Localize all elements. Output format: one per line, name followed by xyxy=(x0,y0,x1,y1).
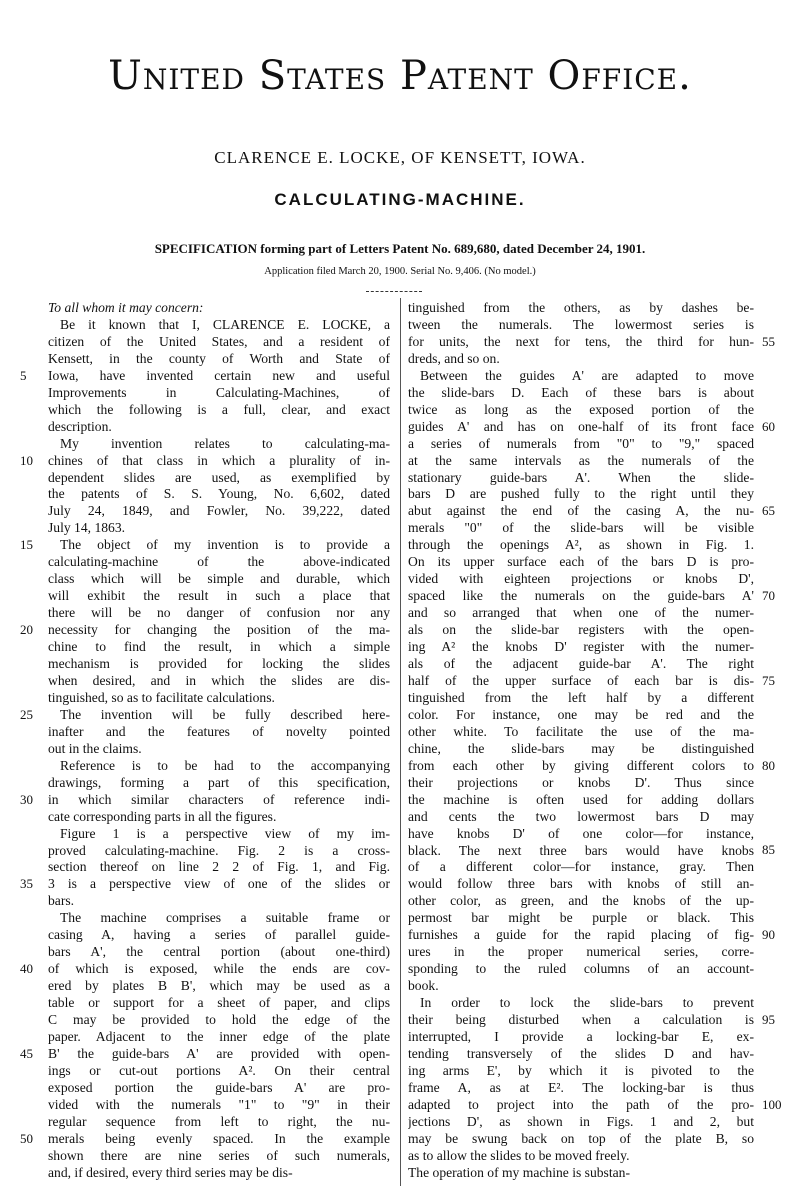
text-line: July 24, 1849, and Fowler, No. 39,222, dated xyxy=(48,503,390,519)
office-title: United States Patent Office. xyxy=(108,53,692,99)
text-line: from each other by giving different colors to xyxy=(408,757,754,773)
text-line: The invention will be fully described here- xyxy=(60,706,390,722)
line-number: 70 xyxy=(762,588,775,604)
text-line: adapted to project into the path of the pro- xyxy=(408,1096,754,1112)
text-line: spaced like the numerals on the guide-bars A' xyxy=(408,588,754,604)
line-number: 65 xyxy=(762,503,775,519)
text-line: and so arranged that when one of the numer- xyxy=(408,605,754,621)
line-number: 50 xyxy=(20,1130,33,1146)
text-line: ing arms E', by which it is pivoted to the xyxy=(408,1062,754,1078)
line-number: 75 xyxy=(762,672,775,688)
text-line: tinguished, so as to facilitate calculations. xyxy=(48,689,275,705)
text-line: tending transversely of the slides D and hav- xyxy=(408,1045,754,1061)
text-line: there will be no danger of confusion nor any xyxy=(48,605,390,621)
line-number: 85 xyxy=(762,842,775,858)
text-line: vided with eighteen projections or knobs D', xyxy=(408,571,754,587)
text-line: ings or cut-out portions A². On their central xyxy=(48,1062,390,1078)
text-line: cate corresponding parts in all the figures. xyxy=(48,808,277,824)
text-line: black. The next three bars would have knobs xyxy=(408,842,754,858)
line-number: 60 xyxy=(762,418,775,434)
specification-line: SPECIFICATION forming part of Letters Patent No. 689,680, dated December 24, 1901. xyxy=(154,241,646,256)
text-line: Kensett, in the county of Worth and State of xyxy=(48,350,390,366)
text-line: The operation of my machine is substan- xyxy=(408,1164,630,1180)
text-line: chines of that class in which a plurality of in- xyxy=(48,452,390,468)
text-line: dependent slides are used, as exemplified by xyxy=(48,469,390,485)
text-line: ures in the proper numerical series, corre- xyxy=(408,944,754,960)
text-line: mechanism is provided for locking the slides xyxy=(48,656,390,672)
line-number: 45 xyxy=(20,1045,33,1061)
text-line: Improvements in Calculating-Machines, of xyxy=(48,384,390,400)
text-line: when desired, and in which the slides are dis- xyxy=(48,672,390,688)
line-number: 25 xyxy=(20,706,33,722)
text-line: their being disturbed when a calculation is xyxy=(408,1012,754,1028)
text-line: paper. Adjacent to the inner edge of the plate xyxy=(48,1028,390,1044)
text-line: Between the guides A' are adapted to move xyxy=(420,367,754,383)
text-line: out in the claims. xyxy=(48,740,142,756)
text-line: other color, as green, and the knobs of the up- xyxy=(408,893,754,909)
header-rule xyxy=(366,291,422,292)
text-line: merals "0" of the slide-bars will be visible xyxy=(408,520,754,536)
line-number: 55 xyxy=(762,333,775,349)
line-number: 30 xyxy=(20,791,33,807)
text-line: In order to lock the slide-bars to prevent xyxy=(420,995,754,1011)
text-line: interrupted, I provide a locking-bar E, ex- xyxy=(408,1028,754,1044)
text-line: and cents the two lowermost bars D may xyxy=(408,808,754,824)
text-line: frame A, as at E². The locking-bar is thus xyxy=(408,1079,754,1095)
text-line: To all whom it may concern: xyxy=(48,300,204,315)
text-line: their projections or knobs D'. Thus since xyxy=(408,774,754,790)
text-line: C may be provided to hold the edge of the xyxy=(48,1012,390,1028)
text-line: dreds, and so on. xyxy=(408,350,500,366)
text-line: merals being evenly spaced. In the example xyxy=(48,1130,390,1146)
line-number: 40 xyxy=(20,961,33,977)
text-line: and, if desired, every third series may be dis- xyxy=(48,1164,293,1180)
line-number: 5 xyxy=(20,367,27,383)
text-line: 3 is a perspective view of one of the slides or xyxy=(48,876,390,892)
line-number: 80 xyxy=(762,757,775,773)
line-number: 20 xyxy=(20,622,33,638)
application-line: Application filed March 20, 1900. Serial No. 9,406. (No model.) xyxy=(264,266,536,277)
text-line: ing A² the knobs D' register with the numer- xyxy=(408,639,754,655)
text-line: stationary guide-bars A'. When the slide- xyxy=(408,469,754,485)
line-number: 100 xyxy=(762,1096,782,1112)
text-line: in which similar characters of reference indi- xyxy=(48,791,390,807)
text-line: the machine is often used for adding dollars xyxy=(408,791,754,807)
line-number: 35 xyxy=(20,876,33,892)
text-line: of which is exposed, while the ends are cov- xyxy=(48,961,390,977)
invention-title: CALCULATING-MACHINE. xyxy=(274,190,526,209)
line-number: 90 xyxy=(762,927,775,943)
text-line: ered by plates B B', which may be used as a xyxy=(48,978,390,994)
line-number: 95 xyxy=(762,1011,775,1027)
text-line: On its upper surface each of the bars D is pro- xyxy=(408,554,754,570)
text-line: the patents of S. S. Young, No. 6,602, dated xyxy=(48,486,390,502)
text-line: bars D are pushed fully to the right until they xyxy=(408,486,754,502)
text-line: casing A, having a series of parallel guide- xyxy=(48,927,390,943)
text-line: the slide-bars D. Each of these bars is about xyxy=(408,384,754,400)
text-line: half of the upper surface of each bar is dis- xyxy=(408,672,754,688)
text-line: jections D', as shown in Figs. 1 and 2, but xyxy=(408,1113,754,1129)
text-line: abut against the end of the casing A, the nu- xyxy=(408,503,754,519)
text-line: necessity for changing the position of the ma- xyxy=(48,622,390,638)
text-line: My invention relates to calculating-ma- xyxy=(60,435,390,451)
text-line: tinguished from the left half by a different xyxy=(408,689,754,705)
text-line: permost bar might be purple or black. This xyxy=(408,910,754,926)
line-number: 10 xyxy=(20,452,33,468)
text-line: Iowa, have invented certain new and useful xyxy=(48,367,390,383)
text-line: als of the adjacent guide-bar A'. The right xyxy=(408,656,754,672)
text-line: proved calculating-machine. Fig. 2 is a cross- xyxy=(48,842,390,858)
text-line: furnishes a guide for the rapid placing of fig- xyxy=(408,927,754,943)
text-line: chine to find the result, in which a simple xyxy=(48,639,390,655)
text-line: color. For instance, one may be red and the xyxy=(408,706,754,722)
text-line: shown there are nine series of such numerals, xyxy=(48,1147,390,1163)
text-line: have knobs D' of one color—for instance, xyxy=(408,825,754,841)
text-line: sponding to the ruled columns of an account- xyxy=(408,961,754,977)
text-line: guides A' and has on one-half of its front face xyxy=(408,418,754,434)
text-line: will exhibit the result in such a place that xyxy=(48,588,390,604)
text-line: bars A', the central portion (about one-third) xyxy=(48,944,390,960)
text-line: a series of numerals from "0" to "9," spaced xyxy=(408,435,754,451)
text-line: description. xyxy=(48,418,112,434)
text-line: als on the slide-bar registers with the open- xyxy=(408,622,754,638)
text-line: vided with the numerals "1" to "9" in their xyxy=(48,1096,390,1112)
text-line: exposed portion the guide-bars A' are pro- xyxy=(48,1079,390,1095)
text-line: regular sequence from left to right, the nu- xyxy=(48,1113,390,1129)
text-line: book. xyxy=(408,978,439,994)
text-line: drawings, forming a part of this specification, xyxy=(48,774,390,790)
text-line: The object of my invention is to provide a xyxy=(60,537,390,553)
text-line: as to allow the slides to be moved freely. xyxy=(408,1147,630,1163)
text-line: would follow three bars with knobs of still an- xyxy=(408,876,754,892)
text-line: table or support for a sheet of paper, and clips xyxy=(48,995,390,1011)
text-line: at the same intervals as the numerals of the xyxy=(408,452,754,468)
text-line: The machine comprises a suitable frame or xyxy=(60,910,390,926)
inventor-line: CLARENCE E. LOCKE, OF KENSETT, IOWA. xyxy=(214,148,586,167)
right-text-column xyxy=(408,300,754,1182)
text-line: inafter and the features of novelty pointed xyxy=(48,723,390,739)
text-line: may be swung back on top of the plate B, so xyxy=(408,1130,754,1146)
text-line: chine, the slide-bars may be distinguished xyxy=(408,740,754,756)
text-line: tween the numerals. The lowermost series is xyxy=(408,316,754,332)
text-line: bars. xyxy=(48,893,75,909)
text-line: July 14, 1863. xyxy=(48,520,126,536)
column-divider xyxy=(400,298,401,1186)
text-line: of a different color—for instance, gray. Then xyxy=(408,859,754,875)
text-line: other white. To facilitate the use of the ma- xyxy=(408,723,754,739)
left-text-column xyxy=(48,300,390,1182)
text-line: section thereof on line 2 2 of Fig. 1, and Fig. xyxy=(48,859,390,875)
text-line: Be it known that I, CLARENCE E. LOCKE, a xyxy=(60,316,390,332)
text-line: tinguished from the others, as by dashes be- xyxy=(408,300,754,315)
text-line: for units, the next for tens, the third for hun- xyxy=(408,333,754,349)
text-line: which the following is a full, clear, and exact xyxy=(48,401,390,417)
text-line: B' the guide-bars A' are provided with open- xyxy=(48,1045,390,1061)
text-line: through the openings A², as shown in Fig. 1. xyxy=(408,537,754,553)
text-line: class which will be simple and durable, which xyxy=(48,571,390,587)
text-line: Figure 1 is a perspective view of my im- xyxy=(60,825,390,841)
text-line: citizen of the United States, and a resident of xyxy=(48,333,390,349)
text-line: twice as long as the exposed portion of the xyxy=(408,401,754,417)
text-line: Reference is to be had to the accompanying xyxy=(60,757,390,773)
line-number: 15 xyxy=(20,537,33,553)
text-line: calculating-machine of the above-indicated xyxy=(48,554,390,570)
